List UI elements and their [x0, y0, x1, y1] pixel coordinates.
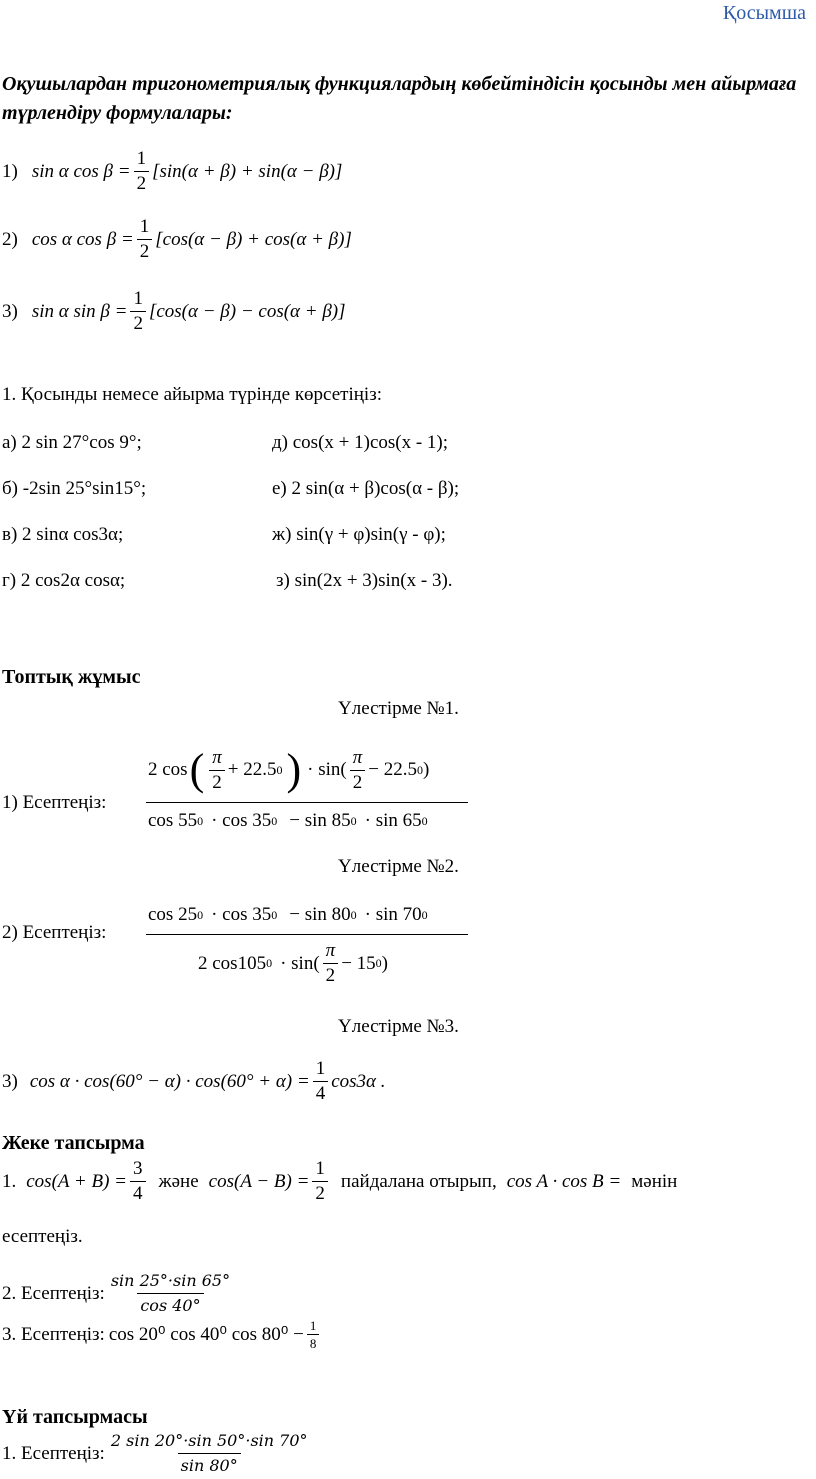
fraction: $\frac{1}{2}$ — [134, 148, 150, 195]
fraction: $\frac{1}{2}$ — [130, 288, 146, 335]
fraction: $\frac{1}{2}$ — [137, 216, 153, 263]
formula-2 — [2, 216, 352, 263]
task1-item-z: з) sin(2x + 3)sin(x - 3). — [276, 570, 453, 591]
formula-rhs: [cos(α − β) − cos(α + β)] — [148, 300, 346, 322]
homework-task-1: 1. Есептеңіз: $\frac{2 \sin 20^\circ\cdot\sin 50^\circ\cdot\sin 70^\circ}{\sin 80^\circ}$ — [2, 1430, 314, 1477]
task1-item-e: е) 2 sin(α + β)cos(α - β); — [272, 478, 460, 499]
handout-3: Үлестірме №3. — [338, 1016, 459, 1037]
left-paren: ( — [189, 745, 205, 794]
task1-item-zh: ж) sin(γ + φ)sin(γ - φ); — [272, 524, 446, 545]
fraction: $\frac{1}{8}$ — [307, 1318, 320, 1351]
right-paren: ) — [286, 745, 302, 794]
calc3-equation: 3) cos α · cos(60° − α) · cos(60° + α) = $\frac{1}{4}$ cos3α . — [2, 1058, 386, 1104]
calc1-label: 1) Есептеңіз: — [2, 792, 107, 813]
calc1-numerator: 2 cos ( $\frac{\pi}{2}$ + 22.5 0 ) · sin( $\frac{\pi}{2}$ − 22.5 0 ) — [148, 745, 430, 794]
formula-number: 1) — [2, 160, 18, 182]
individual-task-2: 2. Есептеңіз: $\frac{\sin 25^\circ\cdot\sin 65^\circ}{\cos 40^\circ}$ — [2, 1270, 236, 1317]
fraction: $\frac{1}{2}$ — [312, 1158, 328, 1205]
formula-lhs: cos α cos β = — [31, 228, 134, 250]
fraction: $\frac{3}{4}$ — [130, 1158, 146, 1205]
calc2-fraction-line — [146, 934, 468, 935]
fraction: $\frac{\pi}{2}$ — [350, 747, 366, 794]
calc3-label: 3) — [2, 1070, 18, 1092]
calc1-fraction-line — [146, 802, 468, 803]
calc2-denominator: 2 cos105 0 · sin( $\frac{\pi}{2}$ − 15 0 ) — [198, 940, 388, 986]
task1-heading: 1. Қосынды немесе айырма түрінде көрсетіңіз: — [2, 384, 382, 405]
formula-number: 3) — [2, 300, 18, 322]
formula-1 — [2, 148, 342, 195]
fraction: $\frac{\pi}{2}$ — [209, 747, 225, 794]
task1-item-b: б) -2sin 25°sin15°; — [2, 478, 147, 499]
formula-rhs: [cos(α − β) + cos(α + β)] — [155, 228, 352, 250]
task1-item-a: а) 2 sin 27°cos 9°; — [2, 432, 142, 453]
formula-3 — [2, 288, 346, 335]
task1-item-g: г) 2 cos2α cosα; — [2, 570, 126, 591]
page-title: Оқушылардан тригонометриялық функциялардың көбейтіндісін қосынды мен айырмаға түрлендіру формулалары: — [2, 73, 797, 124]
calc2-label: 2) Есептеңіз: — [2, 922, 107, 943]
formula-number: 2) — [2, 228, 18, 250]
handout-1: Үлестірме №1. — [338, 698, 459, 719]
formula-lhs: sin α cos β = — [31, 160, 131, 182]
fraction: $\frac{\pi}{2}$ — [323, 940, 339, 987]
individual-task-3: 3. Есептеңіз: cos 20⁰ cos 40⁰ cos 80⁰ − $\frac{1}{8}$ — [2, 1318, 322, 1351]
individual-task-1-cont: есептеңіз. — [2, 1226, 83, 1247]
handout-2: Үлестірме №2. — [338, 856, 459, 877]
individual-task-1: 1. cos(A + B) = $\frac{3}{4}$ және cos(A − B) = $\frac{1}{2}$ пайдалана отырып, cos A · cos B = мәнін — [2, 1158, 678, 1204]
appendix-label: Қосымша — [722, 2, 806, 24]
fraction: $\frac{1}{4}$ — [313, 1058, 329, 1105]
homework-heading: Үй тапсырмасы — [2, 1406, 148, 1428]
task1-item-v: в) 2 sinα cos3α; — [2, 524, 124, 545]
task1-item-d: д) cos(x + 1)cos(x - 1); — [272, 432, 449, 453]
formula-lhs: sin α sin β = — [31, 300, 128, 322]
group-work-heading: Топтық жұмыс — [2, 666, 141, 688]
calc2-numerator: cos 25 0 · cos 35 0 − sin 80 0 · sin 70 0 — [148, 904, 428, 925]
calc1-denominator: cos 55 0 · cos 35 0 − sin 85 0 · sin 65 0 — [148, 810, 428, 831]
fraction: $\frac{2 \sin 20^\circ\cdot\sin 50^\circ\cdot\sin 70^\circ}{\sin 80^\circ}$ — [110, 1431, 308, 1475]
fraction: $\frac{\sin 25^\circ\cdot\sin 65^\circ}{\cos 40^\circ}$ — [110, 1271, 231, 1315]
formula-rhs: [sin(α + β) + sin(α − β)] — [152, 160, 343, 182]
individual-task-heading: Жеке тапсырма — [2, 1132, 145, 1154]
